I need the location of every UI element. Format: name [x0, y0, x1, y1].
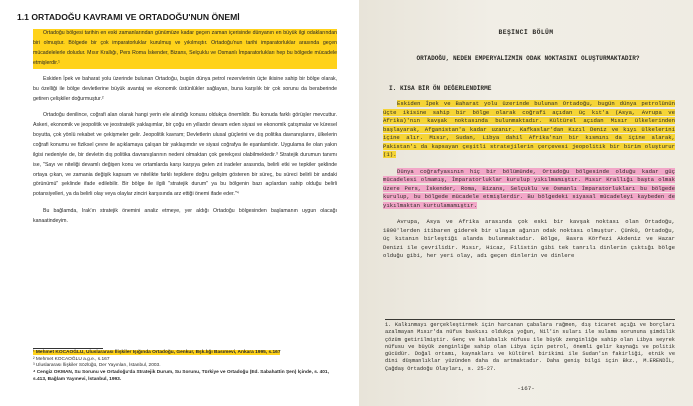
- chapter-subheading: I. KISA BİR ÖN DEĞERLENDİRME: [389, 85, 492, 92]
- chapter-title: BEŞİNCİ BÖLÜM: [498, 29, 554, 36]
- section-title: 1.1 ORTADOĞU KAVRAMI VE ORTADOĞU'NUN ÖNEMİ: [17, 12, 240, 22]
- left-footnotes: [33, 350, 337, 384]
- footnote-2: ² Mehmet KOCAOĞLU a.g.e., s.167: [33, 356, 110, 362]
- right-paragraph-1: Eskiden İpek ve Baharat yolu üzerinde bulunan Ortadoğu, bugün dünya petrolünün üçte ikisine sahip bir bölge olarak coğrafi açıdan üç kıt'a (Asya, Avrupa ve Afrika)'nın kavşak noktasında bulunmaktadır. Kültürel açıdan Mısır ülkelerinden başlayarak, Afganistan'a kadar uzanır. Kafkaslar'dan Kızıl Deniz ve kıyı ülkelerini içine alır. Mısır, Sudan, Libya dahil Afrika'nın bir kısmını da içine alarak, Pakistan'ı da kapsayan çeşitli stratejilerin çerçevesi jeopolitik bir birim oluşturur (1).: [383, 100, 675, 158]
- right-paragraph-2: Dünya coğrafyasının hiç bir bölümünde, Ortadoğu bölgesinde olduğu kadar güç mücadelesi olmamış, İmparatorluklar kurulup yıkılmamıştır. Mısır Krallığı başta olmak üzere Pers, İskender, Roma, Bizans, Selçuklu ve Osmanlı İmparatorlukları bu bölgede kurulup, bu bölgede mücadele etmişlerdir. Bu bölgedeki siyasal mücadeleyi kaybeden de yıkılmaktan kurtulamamıştır.: [383, 167, 675, 209]
- right-book-page: [359, 0, 693, 406]
- left-paragraph-1: Ortadoğu bölgesi tarihin en eski zamanlarından günümüze kadar geçen zaman içerisinde dünyanın en büyük ilgi odaklarından biri olmuştur. Bölgede bir çok imparatorluklar kurulmuş ve yıkılmıştır. Ortadoğu'nun tarihi imparatorluklar arasında geçen mücadelelerle doludur. Mısır Krallığı, Pers Roma İskender, Bizans, Selçuklu ve Osmanlı İmparatorlukları hep bu bölgede mücadele etmişlerdir.¹: [33, 29, 337, 69]
- page-number: -167-: [517, 385, 535, 392]
- right-body-text: [383, 100, 675, 261]
- footnote-1: ¹ Mehmet KOCAOĞLU, Uluslararası İlişkiler Işığında Ortadoğu, Genkur, Bşk.lığı Basımevi, Ankara 1995, s.167: [33, 350, 281, 355]
- left-paragraph-4: Bu bağlamda, Irak'ın stratejik önemini analiz etmeye, yer aldığı Ortadoğu bölgesinden başlamanın uygun olacağı kanaatindeyim.: [33, 207, 337, 224]
- footnote-4: ⁴ Cengiz OKMAN, Su Sorunu ve Ortadoğu'da Stratejik Durum, Su Sorunu, Türkiye ve Ortadoğu (Ed. Sabahattin Şen) İçinde, s. 401, s.413, Bağlam Yayınevi, İstanbul, 1993.: [33, 370, 329, 382]
- left-paragraph-3: Ortadoğu denilince, coğrafi alan olarak hangi yerin ele alındığı konusu oldukça önemlidir. Bu konuda farklı görüşler mevcuttur. Askeri, ekonomik ve jeopolitik ve jeostratejik yaklaşımlar, bir çoğu en yıllardır devam eden siyasi ve ekonomik çatışmalar ve küresel boyutta, çok yönlü rekabet ve çekişmeler gelir. Jeopolitik kavram; Devletlerin ulusal güçlerini ve dış politika davranışlarını, ülkelerin coğrafi konumu ve fiziksel çevre ile açıklamaya çalışan bir yaklaşımdır ve siyasi coğrafya ile eşanlamlıdır. Uygulama ile olan yakın ilgisi nedeniyle de, bir devletin dış politika davranışlarının nedeni olmaktan çok gerekçesi olabilmektedir.³ Stratejik durumun tanımı ise, "Sayı ve niteliği devamlı değişen konu ve ortamlarda karşı karşıya gelen zıt iradeler arasında, belirli etki ve tepkiler şeklinde ortaya çıkan, ve zamania değişik kapsam ve nitelikte farklı tepkilere doğru gelişim gösteren bir süreç, bu süreci belirli bir andaki görünümü" şeklinde ifade edilebilir. Bir bölge ile ilgili "stratejik durum" ya bu bölgenin bazı açılardan sahip olduğu belirli potansiyelleri, ya da belirli olay veya olaylar zinciri karşısında arz ettiği önemi ifade eder."⁴: [33, 112, 337, 198]
- left-paragraph-2: Eskiden İpek ve baharat yolu üzerinde bulunan Ortadoğu, bugün dünya petrol rezervlerinin üçte ikisine sahip bir bölge olarak, bu özelliği ile bölge devletlerine büyük avantaj ve ekonomik üstünlükler sağlayan, buna karşılık bir çok sorunu da beraberinde getiren çelişkiler doğurmuştur.²: [33, 76, 337, 102]
- footnote-3: ³ Uluslararası İlişkiler Sözlüğü, Der Yayınları, İstanbul, 2003.: [33, 363, 161, 369]
- right-footnote: 1. Kalkınmayı gerçekleştirmek için harcanan çabalara rağmen, dış ticaret açığı ve borçları azalmayan Mısır'da nüfus baskısı oldukça yoğun, Nil'in suları ile sulama sorununa şimdilik çözüm getirilmiştir. Genç ve kalabalık nüfusu ile büyük zenginliğe sahip olan Libya seyrek nüfusu ve büyük zenginliğe sahip olan Libya için petrol, önemli gelir kaynağı ve politik gücüdür. Doğal ortamı, kaynakları ve kültürel birikimi ile Sudan'ın fakirliği, etnik ve dini düşmanlıklar yüzünden daha da artmaktadır. Daha geniş bilgi için Bkz., M.ERENDİL, Çağdaş Ortadoğu Olayları, s. 25-27.: [385, 322, 675, 372]
- right-paragraph-3: Avrupa, Asya ve Afrika arasında çok eski bir kavşak noktası olan Ortadoğu, 1800'lerden itibaren giderek bir ulaşım ağının odak noktası olmuştur. Çünkü, Ortadoğu, üç kıtanın birleştiği alanda bulunmaktadır. Bölge, Basra Körfezi Akdeniz ve Hazar Denizi ile çevrilidir. Mısır, Hicaz, Filistin gibi tek tanrılı dinlerin çıktığı bölge olduğu gibi, her yeri olay, adı geçen dinlerin ve dinlere: [383, 218, 675, 259]
- footnote-divider-right: [385, 319, 675, 320]
- left-body-text: [33, 29, 337, 226]
- footnote-divider: [33, 348, 103, 349]
- chapter-heading: ORTADOĞU, NEDEN EMPERYALİZMİN ODAK NOKTASINI OLUŞTURMAKTADIR?: [416, 55, 640, 62]
